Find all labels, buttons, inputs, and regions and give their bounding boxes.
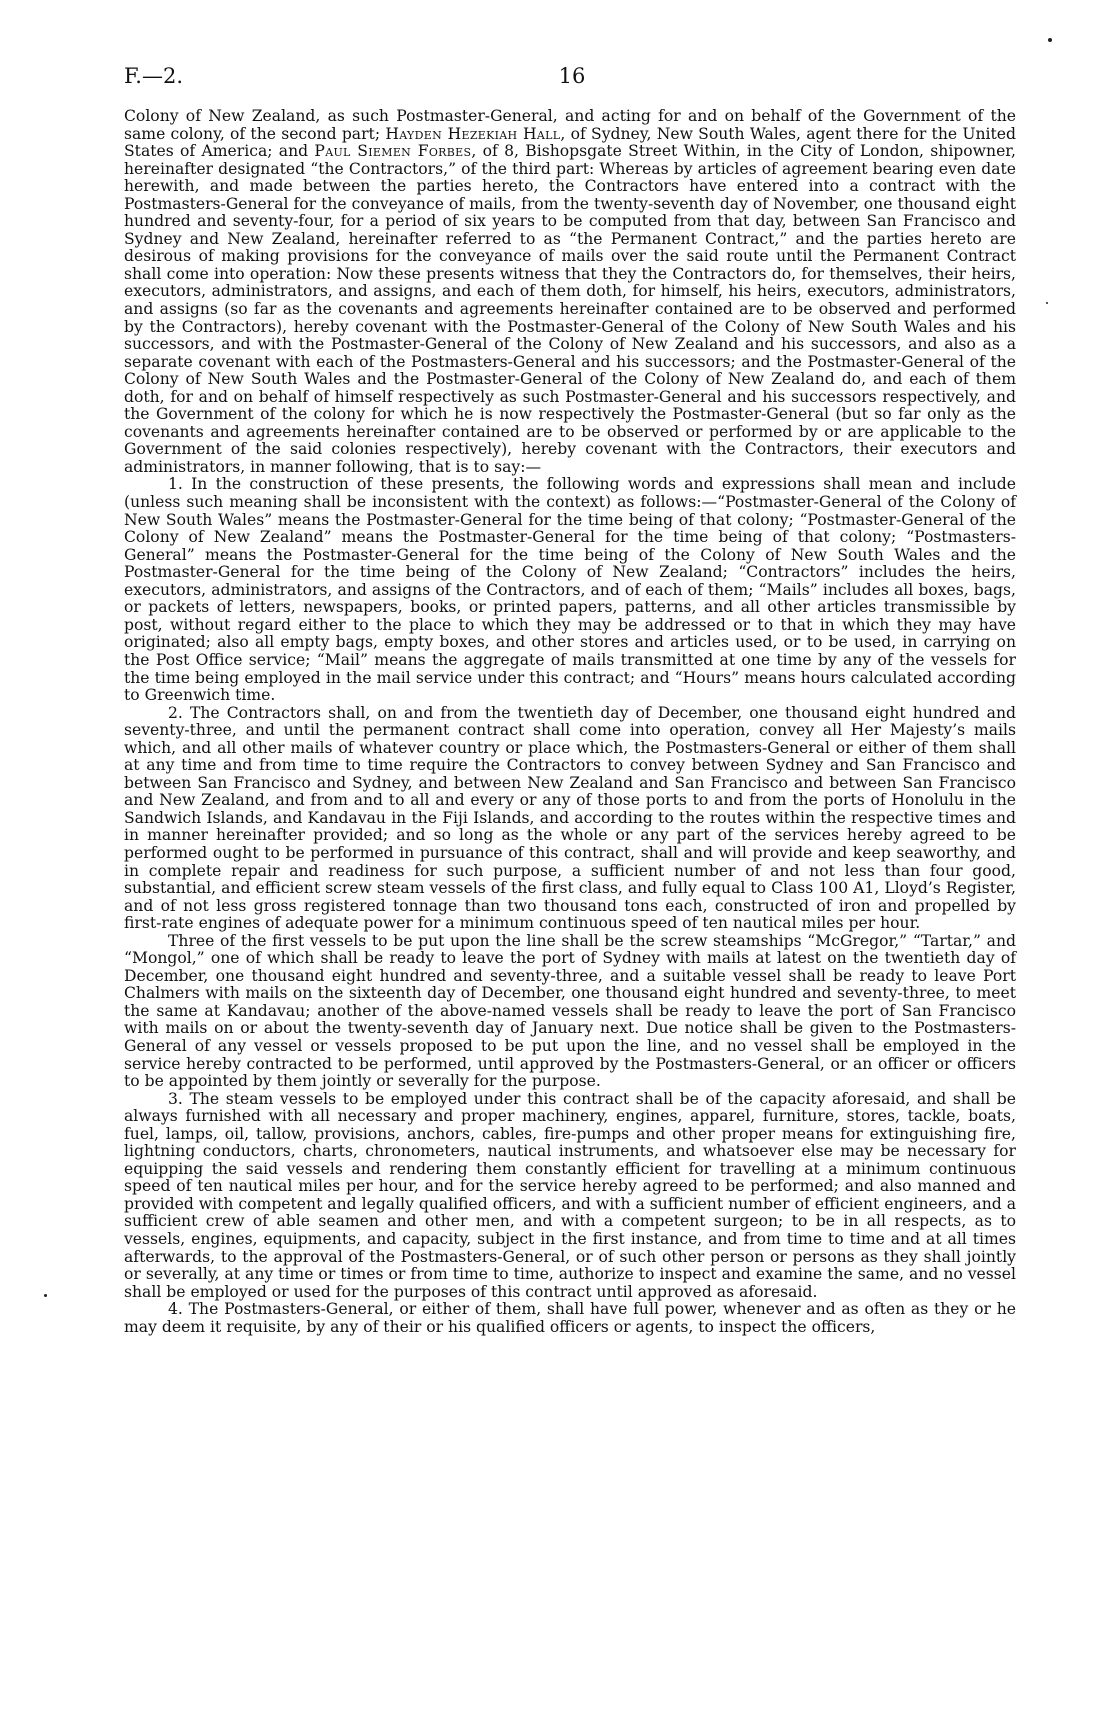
margin-mark (44, 1294, 47, 1297)
contractor-name: Paul Siemen Forbes (314, 142, 472, 161)
margin-mark (1046, 302, 1048, 304)
clause-paragraph: Three of the first vessels to be put upon the line shall be the screw steamships “McGregor,” “Tartar,” and “Mongol,” one of which shall be ready to leave the port of Sydney with mails at latest on the twentieth day of December, one thousand eight hundred and seventy-three, and a suitable vessel shall be ready to leave Port Chalmers with mails on the sixteenth day of December, one thousand eight hundred and seventy-three, to meet the same at Kandavau; another of the above-named vessels shall be ready to leave the port of San Francisco with mails on or about the twenty-seventh day of January next. Due notice shall be given to the Postmasters-General of any vessel or vessels proposed to be put upon the line, and no vessel shall be employed in the service hereby contracted to be performed, until approved by the Postmasters-General, or an officer or officers to be appointed by them jointly or severally for the purpose. (124, 931, 1016, 1091)
clause-paragraph: 4. The Postmasters-General, or either of them, shall have full power, whenever and as often as they or he may deem it requisite, by any of their or his qualified officers or agents, to inspect the officers, (124, 1300, 1016, 1336)
document-body (124, 108, 1016, 1336)
clause-paragraph: 1. In the construction of these presents, the following words and expressions shall mean and include (unless such meaning shall be inconsistent with the context) as follows:—“Postmaster-General of the Colony of New South Wales” means the Postmaster-General for the time being of that colony; “Postmaster-General of the Colony of New Zealand” means the Postmaster-General for the time being of that colony; “Postmasters-General” means the Postmaster-General for the time being of the Colony of New South Wales and the Postmaster-General for the time being of the Colony of New Zealand; “Contractors” includes the heirs, executors, administrators, and assigns of the Contractors, and of each of them; “Mails” includes all boxes, bags, or packets of letters, newspapers, books, or printed papers, patterns, and all other articles transmissible by post, without regard either to the place to which they may be addressed or to that in which they may have originated; also all empty bags, empty boxes, and other stores and articles used, or to be used, in carrying on the Post Office service; “Mail” means the aggregate of mails transmitted at one time by any of the vessels for the time being employed in the mail service under this contract; and “Hours” means hours calculated according to Greenwich time. (124, 475, 1016, 705)
margin-mark (1048, 38, 1052, 42)
intro-paragraph: Colony of New Zealand, as such Postmaster-General, and acting for and on behalf of the Government of the same colony, of the second part; Hayden Hezekiah Hall, of Sydney, New South Wales, agent there for the United States of America; and Paul Siemen Forbes, of 8, Bishopsgate Street Within, in the City of London, shipowner, hereinafter designated “the Contractors,” of the third part: Whereas by articles of agreement bearing even date herewith, and made between the parties hereto, the Contractors have entered into a contract with the Postmasters-General for the conveyance of mails, from the twenty-seventh day of November, one thousand eight hundred and seventy-four, for a period of six years to be computed from that day, between San Francisco and Sydney and New Zealand, hereinafter referred to as “the Permanent Contract,” and the parties hereto are desirous of making provisions for the conveyance of mails over the said route until the Permanent Contract shall come into operation: Now these presents witness that they the Contractors do, for themselves, their heirs, executors, administrators, and assigns, and each of them doth, for himself, his heirs, executors, administrators, and assigns (so far as the covenants and agreements hereinafter contained are to be observed and performed by the Contractors), hereby covenant with the Postmaster-General of the Colony of New South Wales and his successors, and with the Postmaster-General of the Colony of New Zealand and his successors, and also as a separate covenant with each of the Postmasters-General and his successors; and the Postmaster-General of the Colony of New South Wales and the Postmaster-General of the Colony of New Zealand do, and each of them doth, for and on behalf of himself respectively as such Postmaster-General and his successors respectively, and the Government of the colony for which he is now respectively the Postmaster-General (but so far only as the covenants and agreements hereinafter contained are to be observed or performed by or are applicable to the Government of the said colonies respectively), hereby covenant with the Contractors, their executors and administrators, in manner following, that is to say:— (124, 107, 1016, 476)
clause-paragraph: 3. The steam vessels to be employed under this contract shall be of the capacity aforesaid, and shall be always furnished with all necessary and proper machinery, engines, apparel, furniture, stores, tackle, boats, fuel, lamps, oil, tallow, provisions, anchors, cables, fire-pumps and other proper means for extinguishing fire, lightning conductors, charts, chronometers, nautical instruments, and whatsoever else may be necessary for equipping the said vessels and rendering them constantly efficient for travelling at a minimum continuous speed of ten nautical miles per hour, and for the service hereby agreed to be performed; and also manned and provided with competent and legally qualified officers, and with a sufficient number of efficient engineers, and a sufficient crew of able seamen and other men, and with a competent surgeon; to be in all respects, as to vessels, engines, equipments, and capacity, subject in the first instance, and from time to time and at all times afterwards, to the approval of the Postmasters-General, or of such other person or persons as they shall jointly or severally, at any time or times or from time to time, authorize to inspect and examine the same, and no vessel shall be employed or used for the purposes of this contract until approved as aforesaid. (124, 1089, 1016, 1301)
page-number: 16 (558, 64, 586, 88)
page-header (124, 64, 1020, 94)
contractor-name: Hayden Hezekiah Hall (385, 124, 561, 143)
clause-paragraph: 2. The Contractors shall, on and from the twentieth day of December, one thousand eight hundred and seventy-three, and until the permanent contract shall come into operation, convey all Her Majesty’s mails which, and all other mails of whatever country or place which, the Postmasters-General or either of them shall at any time and from time to time require the Contractors to convey between Sydney and San Francisco and between San Francisco and Sydney, and between New Zealand and San Francisco and between San Francisco and New Zealand, and from and to all and every or any of those ports to and from the ports of Honolulu in the Sandwich Islands, and Kandavau in the Fiji Islands, and according to the routes within the respective times and in manner hereinafter provided; and so long as the whole or any part of the services hereby agreed to be performed ought to be performed in pursuance of this contract, shall and will provide and keep seaworthy, and in complete repair and readiness for such purpose, a sufficient number of and not less than four good, substantial, and efficient screw steam vessels of the first class, and fully equal to Class 100 A1, Lloyd’s Register, and of not less gross registered tonnage than two thousand tons each, constructed of iron and propelled by first-rate engines of adequate power for a minimum continuous speed of ten nautical miles per hour. (124, 703, 1016, 933)
document-reference: F.—2. (124, 64, 184, 88)
